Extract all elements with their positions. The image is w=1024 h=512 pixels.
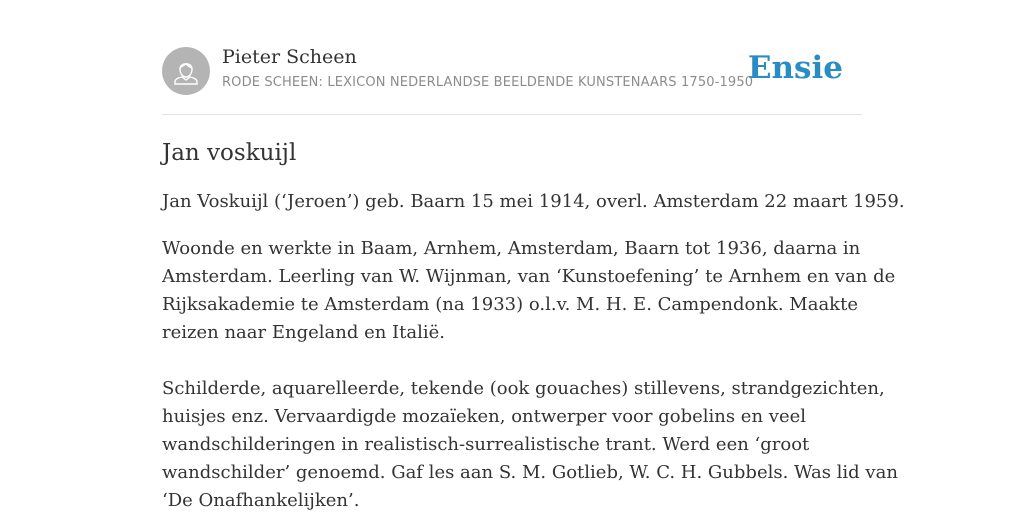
text-line: huisjes enz. Vervaardigde mozaïeken, ontwerper voor gobelins en veel: [162, 406, 807, 427]
article-paragraph-2: [162, 375, 898, 512]
text-line: reizen naar Engeland en Italië.: [162, 322, 446, 343]
text-line: Rijksakademie te Amsterdam (na 1933) o.l.v. M. H. E. Campendonk. Maakte: [162, 294, 858, 315]
article-header: [162, 46, 862, 115]
text-line: wandschilder’ genoemd. Gaf les aan S. M. Gotlieb, W. C. H. Gubbels. Was lid van: [162, 462, 898, 483]
author-name[interactable]: Pieter Scheen: [222, 46, 357, 68]
text-line: Woonde en werkte in Baam, Arnhem, Amsterdam, Baarn tot 1936, daarna in: [162, 238, 861, 259]
text-line: wandschilderingen in realistisch-surrealistische trant. Werd een ‘groot: [162, 434, 810, 455]
article-paragraph-1: [162, 235, 896, 347]
text-line: ‘De Onafhankelijken’.: [162, 490, 360, 511]
author-avatar[interactable]: [162, 47, 210, 95]
text-line: Amsterdam. Leerling van W. Wijnman, van ‘Kunstoefening’ te Arnhem en van de: [162, 266, 896, 287]
ensie-logo[interactable]: Ensie: [747, 50, 843, 86]
source-title[interactable]: RODE SCHEEN: LEXICON NEDERLANDSE BEELDENDE KUNSTENAARS 1750-1950: [222, 75, 754, 90]
text-line: Schilderde, aquarelleerde, tekende (ook gouaches) stillevens, strandgezichten,: [162, 378, 885, 399]
article-title: Jan voskuijl: [162, 140, 297, 166]
article-intro: Jan Voskuijl (‘Jeroen’) geb. Baarn 15 mei 1914, overl. Amsterdam 22 maart 1959.: [162, 191, 905, 212]
user-icon: [162, 47, 210, 95]
article-body: [162, 138, 905, 512]
